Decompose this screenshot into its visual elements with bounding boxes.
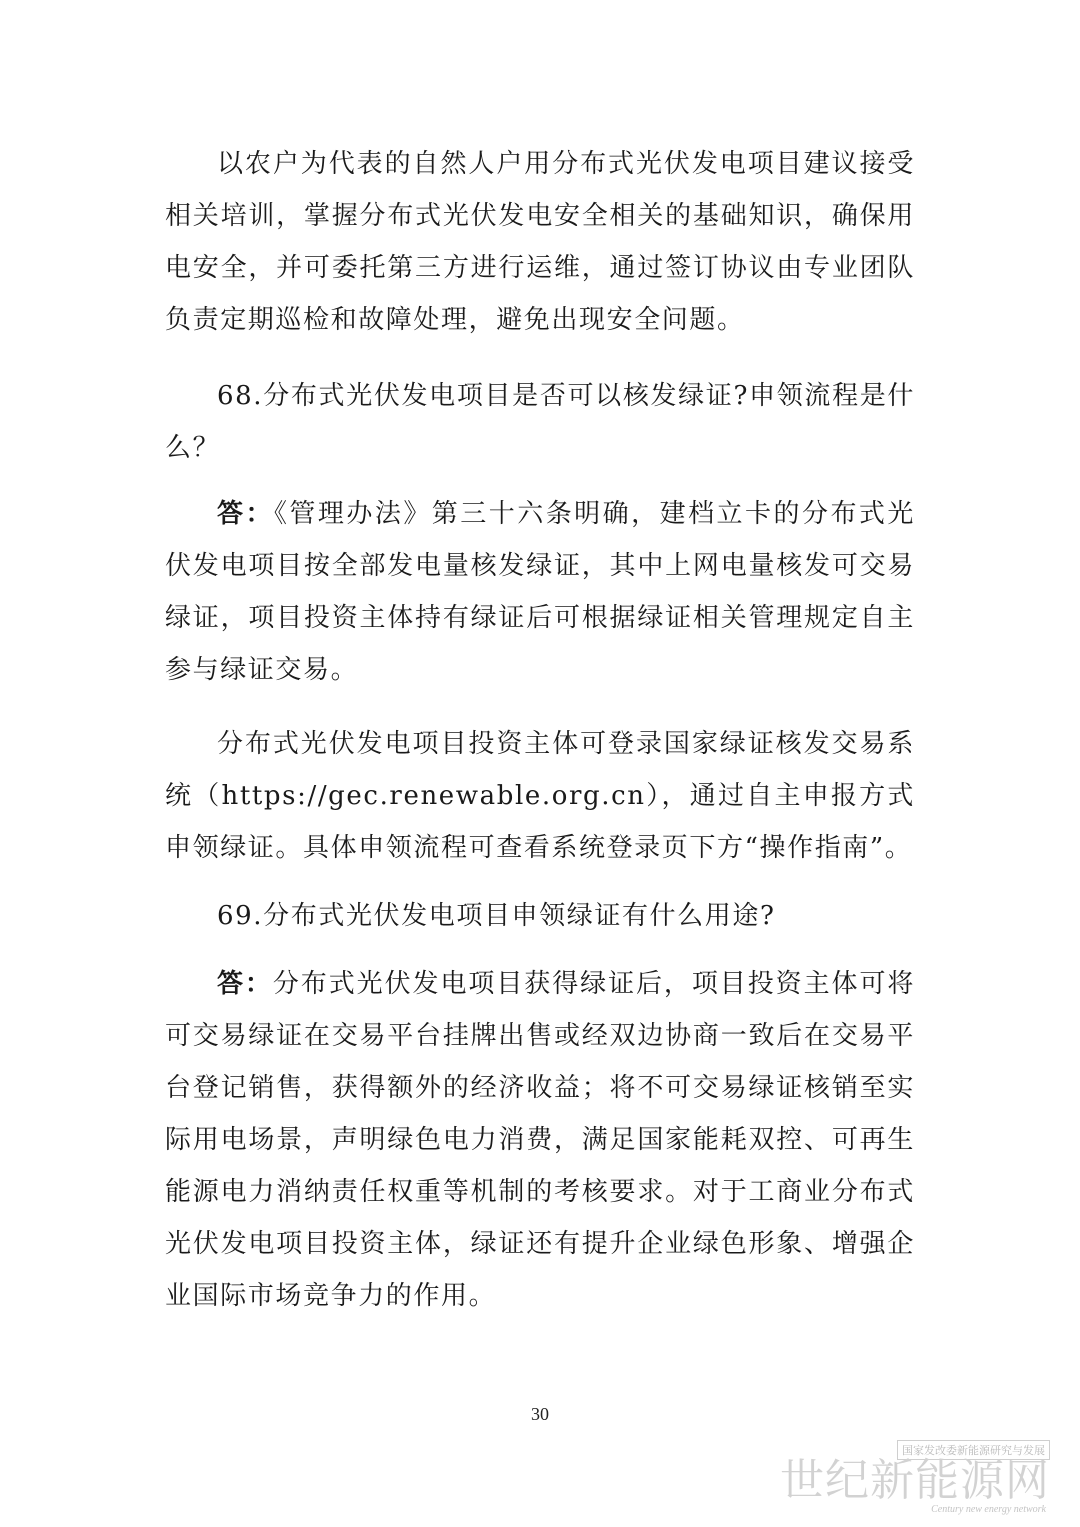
watermark-tagline: 国家发改委新能源研究与发展 xyxy=(897,1440,1050,1460)
question-68 xyxy=(165,370,915,474)
answer-label: 答： xyxy=(217,969,273,999)
watermark-english: Century new energy network xyxy=(931,1504,1046,1515)
answer-68 xyxy=(165,488,915,696)
answer-text: 分布式光伏发电项目获得绿证后，项目投资主体可将可交易绿证在交易平台挂牌出售或经双边协商一致后在交易平台登记销售，获得额外的经济收益；将不可交易绿证核销至实际用电场景，声明绿色电力消费，满足国家能耗双控、可再生能源电力消纳责任权重等机制的考核要求。对于工商业分布式光伏发电项目投资主体，绿证还有提升企业绿色形象、增强企业国际市场竞争力的作用。 xyxy=(165,969,915,1311)
answer-label: 答： xyxy=(217,499,274,529)
answer-text: 《管理办法》第三十六条明确，建档立卡的分布式光伏发电项目按全部发电量核发绿证，其中上网电量核发可交易绿证，项目投资主体持有绿证后可根据绿证相关管理规定自主参与绿证交易。 xyxy=(165,499,915,685)
question-69 xyxy=(165,890,915,942)
question-text: 68.分布式光伏发电项目是否可以核发绿证?申领流程是什么？ xyxy=(165,381,915,463)
watermark-brand: 世纪新能源网 xyxy=(780,1455,1050,1506)
answer-69 xyxy=(165,958,915,1322)
paragraph-text: 以农户为代表的自然人户用分布式光伏发电项目建议接受相关培训，掌握分布式光伏发电安全相关的基础知识，确保用电安全，并可委托第三方进行运维，通过签订协议由专业团队负责定期巡检和故障处理，避免出现安全问题。 xyxy=(165,149,915,335)
paragraph-household-safety xyxy=(165,138,915,346)
watermark-logo xyxy=(780,1440,1050,1520)
paragraph-registration xyxy=(165,718,915,874)
paragraph-text: 分布式光伏发电项目投资主体可登录国家绿证核发交易系统（https://gec.renewable.org.cn），通过自主申报方式申领绿证。具体申领流程可查看系统登录页下方“操作指南”。 xyxy=(165,729,915,863)
question-text: 69.分布式光伏发电项目申领绿证有什么用途? xyxy=(217,901,776,931)
page-number: 30 xyxy=(531,1404,549,1424)
